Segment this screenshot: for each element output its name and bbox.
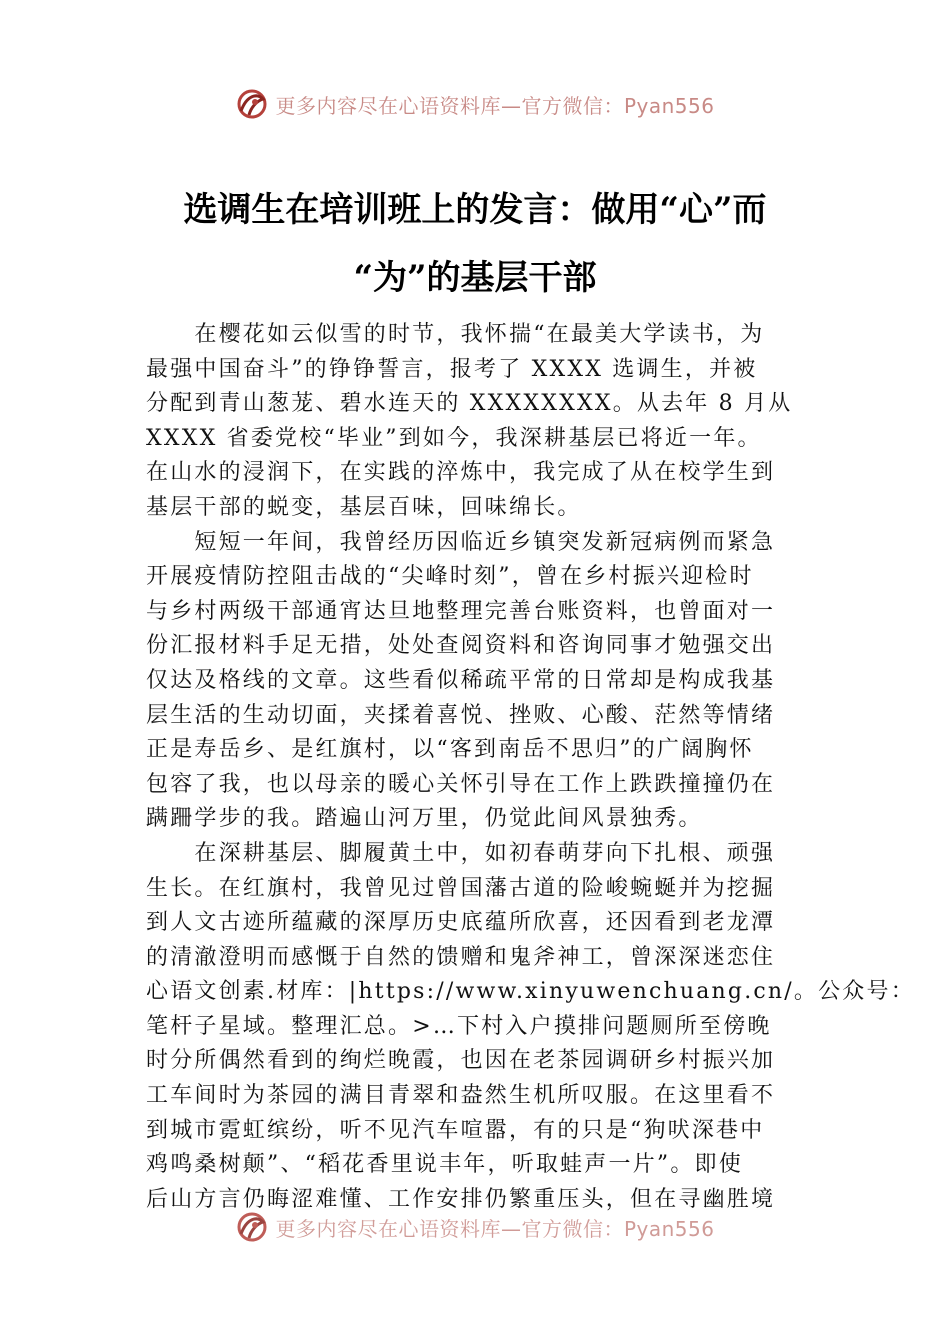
footer-watermark xyxy=(0,1207,950,1247)
body-text-line: 蹒跚学步的我。踏遍山河万里，仍觉此间风景独秀。 xyxy=(146,806,703,832)
body-text-line: 时分所偶然看到的绚烂晚霞，也因在老茶园调研乡村振兴加 xyxy=(146,1048,776,1074)
document-body xyxy=(146,318,915,1217)
body-text-line: 鸡鸣桑树颠”、“稻花香里说丰年，听取蛙声一片”。即使 xyxy=(146,1152,743,1178)
document-title-line-2: “为”的基层干部 xyxy=(353,258,597,298)
body-text-line: 在樱花如云似雪的时节，我怀揣“在最美大学读书，为 xyxy=(146,322,765,347)
body-text-line: 生长。在红旗村，我曾见过曾国藩古道的险峻蜿蜒并为挖掘 xyxy=(146,875,776,901)
body-text-line: 基层干部的蜕变，基层百味，回味绵长。 xyxy=(146,494,582,520)
body-text-line: 到人文古迹所蕴藏的深厚历史底蕴所欣喜，还因看到老龙潭 xyxy=(146,910,776,936)
body-text-line: 正是寿岳乡、是红旗村，以“客到南岳不思归”的广阔胸怀 xyxy=(146,737,754,763)
body-text-line: 短短一年间，我曾经历因临近乡镇突发新冠病例而紧急 xyxy=(146,529,776,555)
header-watermark xyxy=(0,84,950,124)
body-text-line: 与乡村两级干部通宵达旦地整理完善台账资料，也曾面对一 xyxy=(146,598,776,624)
body-text-line: 开展疫情防控阻击战的“尖峰时刻”，曾在乡村振兴迎检时 xyxy=(146,564,754,590)
body-text-line: 仅达及格线的文章。这些看似稀疏平常的日常却是构成我基 xyxy=(146,667,776,693)
watermark-text: 更多内容尽在心语资料库—官方微信：Pyan556 xyxy=(275,93,715,118)
body-text-line: 后山方言仍晦涩难懂、工作安排仍繁重压头，但在寻幽胜境 xyxy=(146,1186,776,1212)
body-text-line: 的清澈澄明而感慨于自然的馈赠和鬼斧神工，曾深深迷恋住 xyxy=(146,944,776,970)
cursive-red-logo-icon xyxy=(235,87,269,121)
body-text-line: 笔杆子星域。整理汇总。>…下村入户摸排问题厕所至傍晚 xyxy=(146,1013,772,1039)
body-text-line: 份汇报材料手足无措，处处查阅资料和咨询同事才勉强交出 xyxy=(146,633,776,659)
body-text-line: 最强中国奋斗”的铮铮誓言，报考了 XXXX 选调生，并被 xyxy=(146,356,758,382)
body-text-line: 分配到青山葱茏、碧水连天的 XXXXXXXX。从去年 8 月从 xyxy=(146,391,793,417)
body-text-line: 在深耕基层、脚履黄土中，如初春萌芽向下扎根、顽强 xyxy=(146,840,776,866)
body-text-line: 心语文创素.材库：|https://www.xinyuwenchuang.cn/。公众号： xyxy=(146,979,915,1005)
body-text-line: 包容了我，也以母亲的暖心关怀引导在工作上跌跌撞撞仍在 xyxy=(146,771,776,797)
document-title-line-1: 选调生在培训班上的发言：做用“心”而 xyxy=(183,190,767,230)
body-text-line: XXXX 省委党校“毕业”到如今，我深耕基层已将近一年。 xyxy=(146,425,762,451)
body-text-line: 层生活的生动切面，夹揉着喜悦、挫败、心酸、茫然等情绪 xyxy=(146,702,776,728)
cursive-red-logo-icon xyxy=(235,1210,269,1244)
body-text-line: 到城市霓虹缤纷，听不见汽车喧嚣，有的只是“狗吠深巷中 xyxy=(146,1117,765,1143)
body-text-line: 工车间时为茶园的满目青翠和盎然生机所叹服。在这里看不 xyxy=(146,1083,776,1109)
watermark-text: 更多内容尽在心语资料库—官方微信：Pyan556 xyxy=(275,1216,715,1241)
body-text-line: 在山水的浸润下，在实践的淬炼中，我完成了从在校学生到 xyxy=(146,460,776,486)
